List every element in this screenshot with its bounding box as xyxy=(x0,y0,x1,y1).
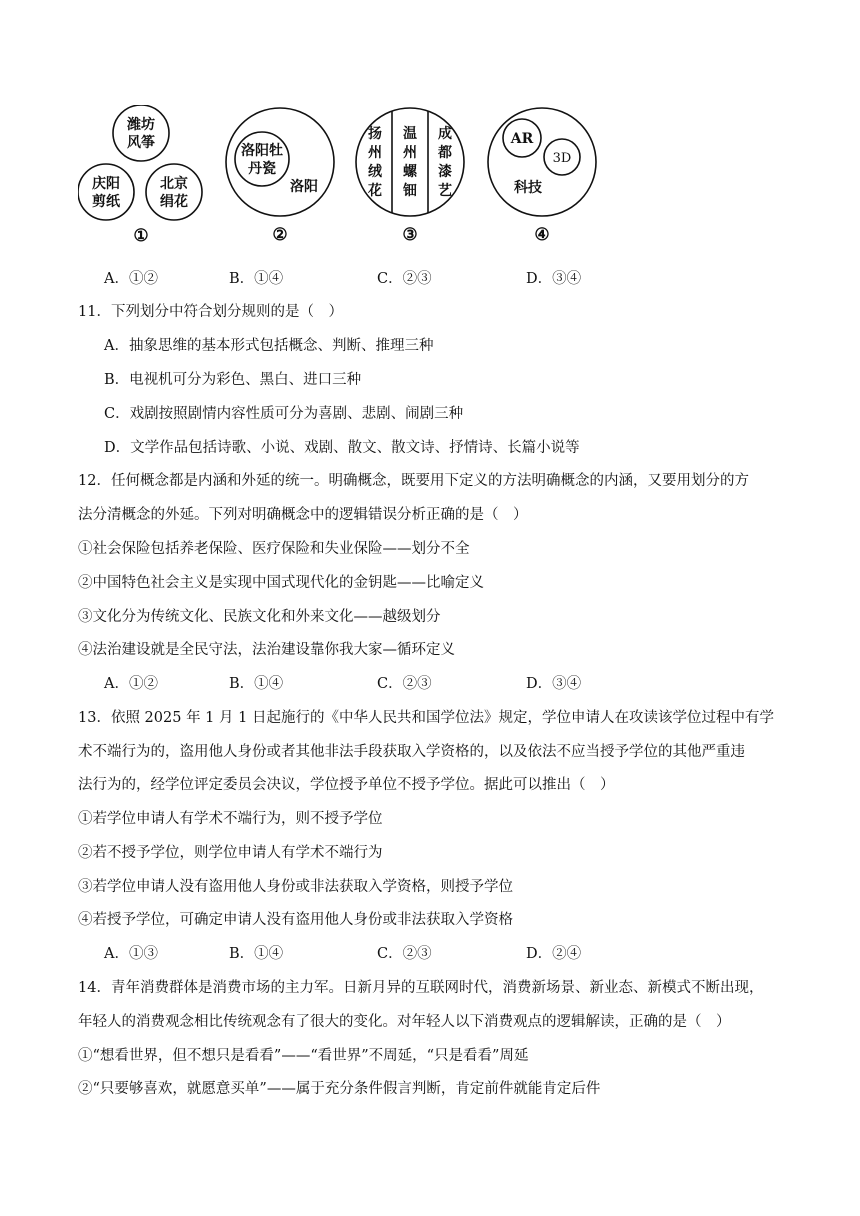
fig2-inner-l2: 丹瓷 xyxy=(248,161,276,177)
q14-stem-line1: 14．青年消费群体是消费市场的主力军。日新月异的互联网时代，消费新场景、新业态、新模式不断出现， xyxy=(78,980,764,996)
q13-option-b: B．①④ xyxy=(229,946,284,962)
q13-option-a: A．①③ xyxy=(104,946,158,962)
q12-item-4: ④法治建设就是全民守法，法治建设靠你我大家—循环定义 xyxy=(78,642,455,658)
fig3-column-3: 成都漆艺 xyxy=(438,126,452,199)
fig2-outer: 洛阳 xyxy=(290,179,318,195)
fig3-column-1: 扬州绒花 xyxy=(368,126,382,199)
q11-stem: 11．下列划分中符合划分规则的是（ ） xyxy=(78,304,343,320)
q12-option-d: D．③④ xyxy=(526,676,582,692)
q12-item-1: ①社会保险包括养老保险、医疗保险和失业保险——划分不全 xyxy=(78,541,470,557)
q12-item-2: ②中国特色社会主义是实现中国式现代化的金钥匙——比喻定义 xyxy=(78,575,484,591)
q13-item-3: ③若学位申请人没有盗用他人身份或非法获取入学资格，则授予学位 xyxy=(78,879,513,895)
q11-choice-a: A．抽象思维的基本形式包括概念、判断、推理三种 xyxy=(104,338,434,354)
q13-stem-line3: 法行为的，经学位评定委员会决议，学位授予单位不授予学位。据此可以推出（ ） xyxy=(78,777,615,793)
fig4-inner-a: AR xyxy=(510,131,534,147)
q11-choice-b: B．电视机可分为彩色、黑白、进口三种 xyxy=(104,372,362,388)
circle-peony-porcelain xyxy=(235,132,289,186)
q10-option-b: B．①④ xyxy=(229,271,284,287)
circle-qingyang xyxy=(78,164,134,220)
fig4-number: ④ xyxy=(534,225,550,245)
figure-2-diagram xyxy=(222,104,340,246)
q13-item-4: ④若授予学位，可确定申请人没有盗用他人身份或非法获取入学资格 xyxy=(78,912,513,928)
q10-option-c: C．②③ xyxy=(377,271,432,287)
figure-3 xyxy=(354,104,470,246)
figure-2 xyxy=(222,104,340,246)
figure-3-diagram xyxy=(354,104,470,246)
fig3-column-2: 温州螺钿 xyxy=(403,126,417,199)
fig2-number: ② xyxy=(272,225,288,245)
circle-luoyang xyxy=(226,108,334,216)
q12-option-c: C．②③ xyxy=(377,676,432,692)
figure-1-diagram xyxy=(78,105,208,245)
q13-stem-line2: 术不端行为的，盗用他人身份或者其他非法手段获取入学资格的，以及依法不应当授予学位的其他严重违 xyxy=(78,744,745,760)
q11-choice-c: C．戏剧按照剧情内容性质可分为喜剧、悲剧、闹剧三种 xyxy=(104,406,464,422)
q13-stem-line1: 13．依照 2025 年 1 月 1 日起施行的《中华人民共和国学位法》规定，学位申请人在攻读该学位过程中有学 xyxy=(78,710,774,726)
figure-1 xyxy=(78,105,208,245)
q10-option-d: D．③④ xyxy=(526,271,582,287)
q12-option-a: A．①② xyxy=(104,676,158,692)
q13-option-c: C．②③ xyxy=(377,946,432,962)
fig3-number: ③ xyxy=(402,225,418,245)
q13-option-d: D．②④ xyxy=(526,946,582,962)
circle-beijing xyxy=(146,164,202,220)
q14-item-2: ②“只要够喜欢，就愿意买单”——属于充分条件假言判断，肯定前件就能肯定后件 xyxy=(78,1081,601,1097)
fig1-label-a-l2: 风筝 xyxy=(127,135,155,151)
q12-item-3: ③文化分为传统文化、民族文化和外来文化——越级划分 xyxy=(78,609,441,625)
q13-item-2: ②若不授予学位，则学位申请人有学术不端行为 xyxy=(78,845,383,861)
fig1-label-b-l1: 庆阳 xyxy=(92,176,120,192)
q11-choice-d: D．文学作品包括诗歌、小说、戏剧、散文、散文诗、抒情诗、长篇小说等 xyxy=(104,440,580,456)
q12-option-b: B．①④ xyxy=(229,676,284,692)
q12-stem-line2: 法分清概念的外延。下列对明确概念中的逻辑错误分析正确的是（ ） xyxy=(78,507,528,523)
fig2-inner-l1: 洛阳牡 xyxy=(241,143,283,159)
figure-4-diagram xyxy=(484,104,602,246)
q14-item-1: ①“想看世界，但不想只是看看”——“看世界”不周延，“只是看看”周延 xyxy=(78,1048,529,1064)
circle-crafts xyxy=(356,108,464,216)
fig4-inner-b: 3D xyxy=(552,151,572,166)
fig1-label-c-l1: 北京 xyxy=(160,176,188,192)
fig1-number: ① xyxy=(133,226,149,245)
q12-stem-line1: 12．任何概念都是内涵和外延的统一。明确概念，既要用下定义的方法明确概念的内涵，又要用划分的方 xyxy=(78,473,749,489)
q10-option-a: A．①② xyxy=(104,271,158,287)
q13-item-1: ①若学位申请人有学术不端行为，则不授予学位 xyxy=(78,811,383,827)
fig1-label-b-l2: 剪纸 xyxy=(92,194,120,210)
figure-4 xyxy=(484,104,602,246)
fig4-outer: 科技 xyxy=(514,180,542,196)
q14-stem-line2: 年轻人的消费观念相比传统观念有了很大的变化。对年轻人以下消费观点的逻辑解读，正确的是（ ） xyxy=(78,1014,731,1030)
circle-weifang xyxy=(113,105,169,161)
fig1-label-a-l1: 潍坊 xyxy=(127,117,155,133)
fig1-label-c-l2: 绢花 xyxy=(160,194,188,210)
